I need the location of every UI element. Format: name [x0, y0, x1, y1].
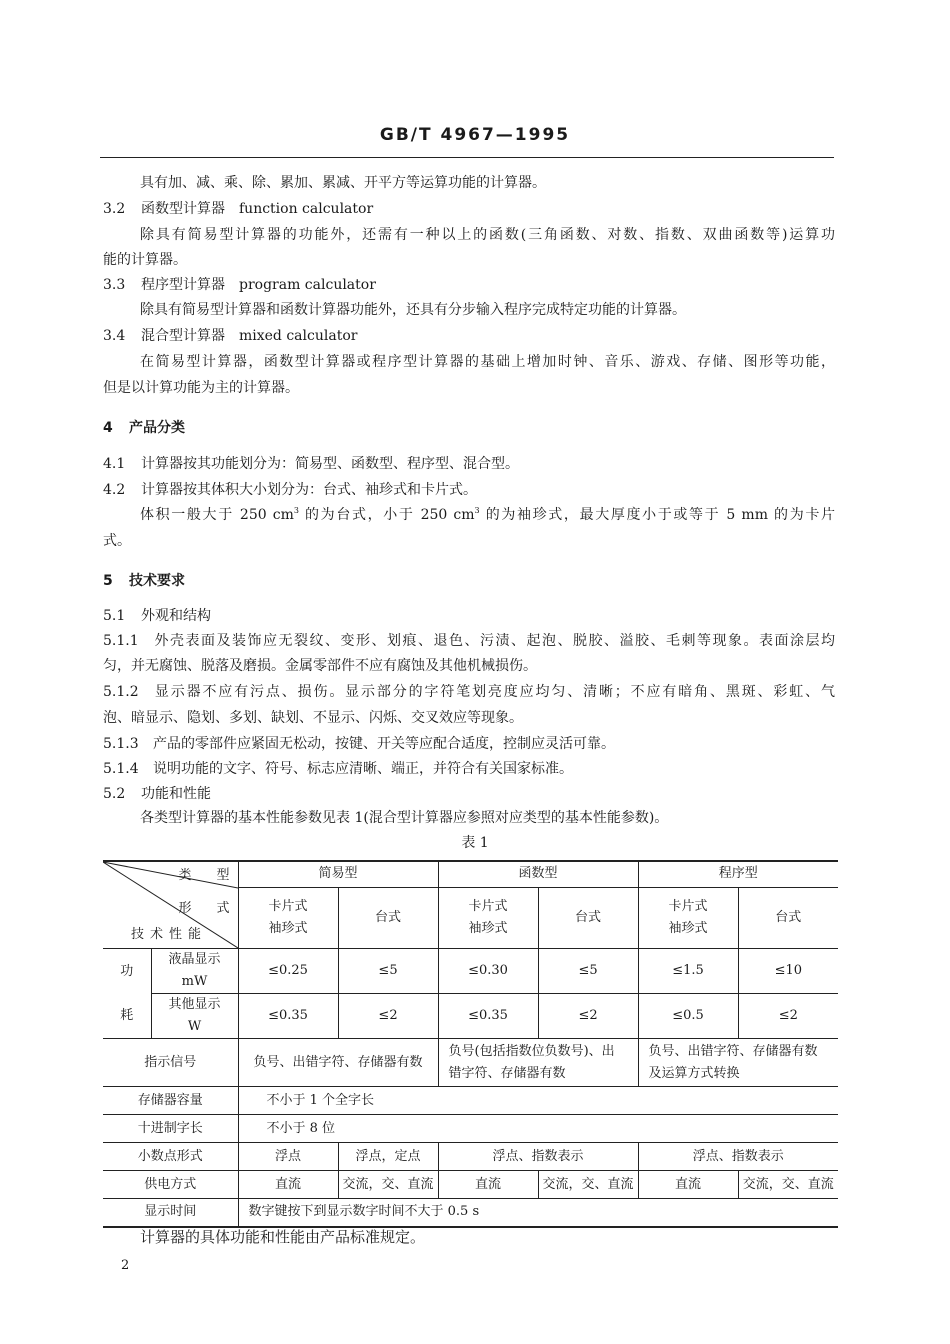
- table-row: [103, 949, 838, 994]
- table-cell: ≤0.35: [238, 994, 338, 1039]
- display-time-value: 数字键按下到显示数字时间不大于 0.5 s: [238, 1199, 838, 1227]
- label-char: 耗: [120, 1007, 134, 1023]
- label-char: 功: [120, 963, 134, 979]
- section-number: 5.1.4: [103, 761, 139, 777]
- form-pocket: 袖珍式: [668, 920, 708, 936]
- page-number: 2: [121, 1258, 130, 1273]
- diagonal-header-cell: [103, 861, 238, 949]
- superscript: 3: [474, 506, 480, 515]
- table-cell: ≤2: [338, 994, 438, 1039]
- form-pocket: 袖珍式: [268, 920, 308, 936]
- standard-header: GB/T 4967—1995: [379, 125, 571, 145]
- section-text: 功能和性能: [141, 786, 211, 802]
- paragraph-line: 除具有简易型计算器和函数计算器功能外，还具有分步输入程序完成特定功能的计算器。: [140, 302, 686, 318]
- form-card-pocket: [238, 887, 338, 948]
- digits-label: 十进制字长: [103, 1115, 238, 1143]
- section-3-2-heading: [103, 199, 373, 219]
- section-text: 说明功能的文字、符号、标志应清晰、端正，并符合有关国家标准。: [153, 761, 573, 777]
- table-cell: ≤0.35: [438, 994, 538, 1039]
- paragraph-line: 能的计算器。: [103, 252, 187, 268]
- indicator-function: [438, 1039, 638, 1087]
- indicator-simple: 负号、出错字符、存储器有数: [238, 1039, 438, 1087]
- section-5-1: [103, 606, 211, 626]
- section-4-heading: [103, 418, 185, 438]
- lcd-display-label: [151, 949, 238, 994]
- section-number: 5.1.1: [103, 633, 139, 649]
- power-consumption-label: [103, 949, 151, 1039]
- header-performance: 技术性能: [131, 927, 208, 942]
- section-title: 产品分类: [129, 420, 185, 436]
- paragraph-line: 计算器的具体功能和性能由产品标准规定。: [140, 1228, 426, 1246]
- superscript: 3: [293, 506, 299, 515]
- paragraph-line: 各类型计算器的基本性能参数见表 1(混合型计算器应参照对应类型的基本性能参数)。: [140, 810, 669, 826]
- section-5-1-4: [103, 759, 573, 779]
- form-desk: 台式: [338, 887, 438, 948]
- table-cell: ≤0.5: [638, 994, 738, 1039]
- table-cell: ≤2: [538, 994, 638, 1039]
- display-time-label: 显示时间: [103, 1199, 238, 1227]
- section-text: 显示器不应有污点、损伤。显示部分的字符笔划亮度应均匀、清晰；不应有暗角、黑斑、彩虹、气: [153, 684, 835, 700]
- table-caption: 表 1: [461, 835, 489, 851]
- cell-line: 负号、出错字符、存储器有数: [648, 1043, 818, 1059]
- section-number: 3.3: [103, 277, 126, 293]
- label-unit: W: [187, 1019, 202, 1034]
- section-number: 5.2: [103, 786, 126, 802]
- table-cell: 直流: [438, 1171, 538, 1199]
- table-row: [103, 1199, 838, 1227]
- table-row: [103, 1087, 838, 1115]
- table-row: [103, 994, 838, 1039]
- table-cell: ≤0.30: [438, 949, 538, 994]
- paragraph-line: 在简易型计算器，函数型计算器或程序型计算器的基础上增加时钟、音乐、游戏、存储、图形等功能，: [140, 354, 835, 370]
- table-cell: 交流，交、直流: [338, 1171, 438, 1199]
- section-number: 3.2: [103, 201, 126, 217]
- section-text: 产品的零部件应紧固无松动，按键、开关等应配合适度，控制应灵活可靠。: [153, 736, 615, 752]
- table-cell: ≤10: [738, 949, 838, 994]
- header-type: 类 型: [178, 868, 236, 883]
- header-rule: [100, 157, 834, 158]
- power-supply-label: 供电方式: [103, 1171, 238, 1199]
- form-card: 卡片式: [468, 898, 508, 914]
- table-cell: 浮点、指数表示: [438, 1143, 638, 1171]
- paragraph-line: 除具有简易型计算器的功能外，还需有一种以上的函数(三角函数、对数、指数、双曲函数等)运算功: [140, 227, 835, 243]
- section-text: 计算器按其体积大小划分为：台式、袖珍式和卡片式。: [141, 482, 477, 498]
- form-card-pocket: [638, 887, 738, 948]
- section-text: 外观和结构: [141, 608, 211, 624]
- table-row: [103, 1171, 838, 1199]
- section-title: 函数型计算器 function calculator: [141, 201, 374, 217]
- table-row: [103, 1143, 838, 1171]
- section-number: 4: [103, 420, 113, 436]
- section-text: 外壳表面及装饰应无裂纹、变形、划痕、退色、污渍、起泡、脱胶、溢胶、毛刺等现象。表面涂层均: [153, 633, 835, 649]
- spec-table: [103, 860, 838, 1228]
- memory-value: 不小于 1 个全字长: [238, 1087, 838, 1115]
- section-text: 计算器按其功能划分为：简易型、函数型、程序型、混合型。: [141, 456, 519, 472]
- section-number: 4.2: [103, 482, 126, 498]
- text-run: 的为台式，小于 250 cm: [298, 507, 475, 523]
- section-number: 5.1.2: [103, 684, 139, 700]
- section-5-heading: [103, 571, 185, 591]
- form-card: 卡片式: [268, 898, 308, 914]
- digits-value: 不小于 8 位: [238, 1115, 838, 1143]
- table-cell: 浮点: [238, 1143, 338, 1171]
- section-4-2: [103, 480, 477, 500]
- label-unit: mW: [181, 974, 208, 989]
- table-row: [103, 1115, 838, 1143]
- table-cell: 直流: [638, 1171, 738, 1199]
- section-5-1-1: [103, 631, 835, 651]
- table-cell: 交流，交、直流: [538, 1171, 638, 1199]
- form-card: 卡片式: [668, 898, 708, 914]
- section-title: 程序型计算器 program calculator: [141, 277, 376, 293]
- indicator-label: 指示信号: [103, 1039, 238, 1087]
- section-4-1: [103, 454, 519, 474]
- table-cell: ≤0.25: [238, 949, 338, 994]
- table-cell: 交流，交、直流: [738, 1171, 838, 1199]
- table-row: [103, 1039, 838, 1087]
- header-form: 形 式: [178, 901, 236, 916]
- form-desk: 台式: [538, 887, 638, 948]
- section-number: 5: [103, 573, 113, 589]
- table-cell: 浮点、指数表示: [638, 1143, 838, 1171]
- text-run: 的为袖珍式，最大厚度小于或等于 5 mm 的为卡片: [479, 507, 835, 523]
- section-number: 5.1.3: [103, 736, 139, 752]
- type-simple: 简易型: [238, 861, 438, 887]
- section-5-1-2: [103, 682, 835, 702]
- cell-line: 错字符、存储器有数: [448, 1065, 566, 1081]
- memory-label: 存储器容量: [103, 1087, 238, 1115]
- paragraph-line: 式。: [103, 533, 131, 549]
- section-3-4-heading: [103, 326, 357, 346]
- indicator-program: [638, 1039, 838, 1087]
- paragraph-line: 但是以计算功能为主的计算器。: [103, 380, 299, 396]
- other-display-label: [151, 994, 238, 1039]
- form-pocket: 袖珍式: [468, 920, 508, 936]
- text-run: 体积一般大于 250 cm: [140, 507, 294, 523]
- type-function: 函数型: [438, 861, 638, 887]
- paragraph-line: 匀，并无腐蚀、脱落及磨损。金属零部件不应有腐蚀及其他机械损伤。: [103, 658, 537, 674]
- table-cell: 直流: [238, 1171, 338, 1199]
- section-number: 3.4: [103, 328, 126, 344]
- section-title: 技术要求: [129, 573, 185, 589]
- section-title: 混合型计算器 mixed calculator: [141, 328, 358, 344]
- table-cell: ≤5: [538, 949, 638, 994]
- table-cell: ≤2: [738, 994, 838, 1039]
- table-cell: ≤1.5: [638, 949, 738, 994]
- paragraph-line: 泡、暗显示、隐划、多划、缺划、不显示、闪烁、交叉效应等现象。: [103, 710, 523, 726]
- table-row: [103, 861, 838, 887]
- form-card-pocket: [438, 887, 538, 948]
- table-cell: ≤5: [338, 949, 438, 994]
- paragraph-line: [140, 505, 835, 525]
- form-desk: 台式: [738, 887, 838, 948]
- section-5-1-3: [103, 734, 615, 754]
- label-text: 液晶显示: [168, 952, 221, 967]
- section-number: 4.1: [103, 456, 126, 472]
- type-program: 程序型: [638, 861, 838, 887]
- label-text: 其他显示: [168, 997, 221, 1012]
- section-number: 5.1: [103, 608, 126, 624]
- cell-line: 及运算方式转换: [648, 1065, 740, 1081]
- cell-line: 负号(包括指数位负数号)、出: [448, 1043, 615, 1059]
- decimal-label: 小数点形式: [103, 1143, 238, 1171]
- section-3-3-heading: [103, 275, 376, 295]
- paragraph-line: 具有加、减、乘、除、累加、累减、开平方等运算功能的计算器。: [140, 175, 546, 191]
- section-5-2: [103, 784, 211, 804]
- table-cell: 浮点，定点: [338, 1143, 438, 1171]
